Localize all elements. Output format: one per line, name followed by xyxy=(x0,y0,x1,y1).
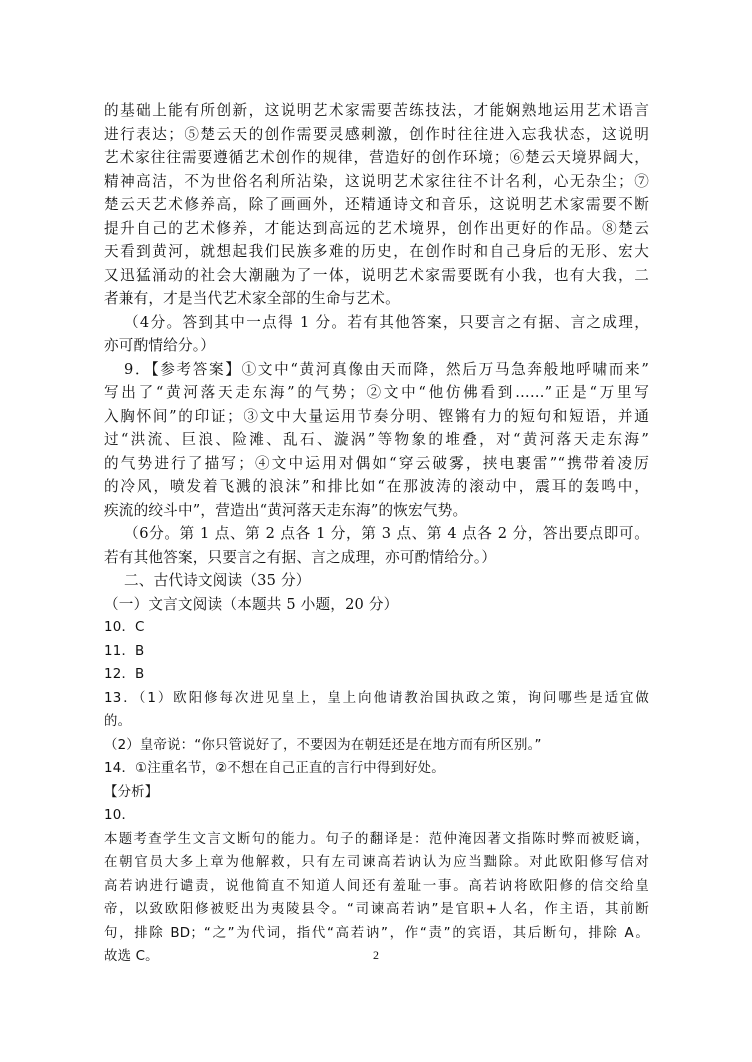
text-line: 精神高洁，不为世俗名利所沾染，这说明艺术家往往不计名利，心无杂尘；⑦ xyxy=(104,172,649,190)
text-line: 提升自己的艺术修养，才能达到高远的艺术境界，创作出更好的作品。⑧楚云 xyxy=(104,219,649,237)
scoring-note: 若有其他答案，只要言之有据、言之成理，亦可酌情给分。） xyxy=(104,548,497,566)
analysis-heading: 【分析】 xyxy=(104,784,159,800)
text-line: 疾流的绞斗中”，营造出“黄河落天走东海”的恢宏气势。 xyxy=(104,501,468,519)
answer-11: 11．B xyxy=(104,643,145,659)
answer-12: 12．B xyxy=(104,667,145,682)
text-line: 者兼有，才是当代艺术家全部的生命与艺术。 xyxy=(104,290,400,307)
scoring-note: （6分。第 1 点、第 2 点各 1 分，第 3 点、第 4 点各 2 分，答出要点即可。 xyxy=(124,525,649,542)
document-body xyxy=(104,99,649,969)
text-line: 的气势进行了描写；④文中运用对偶如“穿云破雾，挟电裹雷”“携带着凌厉 xyxy=(104,454,649,472)
text-line: 又迅猛涌动的社会大潮融为了一体，说明艺术家需要既有小我，也有大我，二 xyxy=(104,266,649,284)
text-line: 进行表达；⑤楚云天的创作需要灵感刺激，创作时往往进入忘我状态，这说明 xyxy=(104,125,649,143)
scoring-note: （4分。答到其中一点得 1 分。若有其他答案，只要言之有据、言之成理， xyxy=(124,313,649,331)
answer-13-part-2: （2）皇帝说：“你只管说好了，不要因为在朝廷还是在地方而有所区别。” xyxy=(104,737,542,753)
text-line: 艺术家往往需要遵循艺术创作的规律，营造好的创作环境；⑥楚云天境界阔大， xyxy=(104,149,649,166)
page-number: 2 xyxy=(373,948,379,962)
section-heading: 二、古代诗文阅读（35 分） xyxy=(124,572,311,589)
analysis-text: 句，排除 BD；“之”为代词，指代“高若讷”，作“责”的宾语，其后断句，排除 A。 xyxy=(104,925,649,941)
analysis-text: 帝，以致欧阳修被贬出为夷陵县令。“司谏高若讷”是官职+人名，作主语，其前断 xyxy=(104,902,649,917)
text-line: 的。 xyxy=(104,714,132,729)
analysis-text: 高若讷进行谴责，说他简直不知道人间还有羞耻一事。高若讷将欧阳修的信交给皇 xyxy=(104,878,649,894)
text-line: 入胸怀间”的印证；③文中大量运用节奏分明、铿锵有力的短句和短语，并通 xyxy=(104,407,649,425)
text-line: 天看到黄河，就想起我们民族多难的历史，在创作时和自己身后的无形、宏大 xyxy=(104,243,649,260)
answer-14: 14．①注重名节，②不想在自己正直的言行中得到好处。 xyxy=(104,761,445,776)
answer-9: 9．【参考答案】①文中“黄河真像由天而降，然后万马急奔般地呼啸而来” xyxy=(124,360,649,378)
analysis-10-label: 10． xyxy=(104,808,136,823)
analysis-text: 故选 C。 xyxy=(104,949,159,964)
analysis-text: 本题考查学生文言文断句的能力。句子的翻译是：范仲淹因著文指陈时弊而被贬谪， xyxy=(104,831,649,847)
scoring-note: 亦可酌情给分。） xyxy=(104,337,216,354)
text-line: 的基础上能有所创新，这说明艺术家需要苦练技法，才能娴熟地运用艺术语言 xyxy=(104,102,649,119)
text-line: 过“洪流、巨浪、险滩、乱石、漩涡”等物象的堆叠，对“黄河落天走东海” xyxy=(104,431,649,448)
answer-10: 10．C xyxy=(104,620,145,635)
analysis-text: 在朝官员大多上章为他解救，只有左司谏高若讷认为应当黜除。对此欧阳修写信对 xyxy=(104,855,649,870)
subsection-heading: （一）文言文阅读（本题共 5 小题，20 分） xyxy=(104,595,399,613)
text-line: 的冷风，喷发着飞溅的浪沫”和排比如“在那波涛的滚动中，震耳的轰鸣中， xyxy=(104,478,649,495)
text-line: 楚云天艺术修养高，除了画画外，还精通诗文和音乐，这说明艺术家需要不断 xyxy=(104,196,649,213)
text-line: 写出了“黄河落天走东海”的气势；②文中“他仿佛看到……”正是“万里写 xyxy=(104,384,649,401)
answer-13-part-1: 13．（1）欧阳修每次进见皇上，皇上向他请教治国执政之策，询问哪些是适宜做 xyxy=(104,690,649,706)
